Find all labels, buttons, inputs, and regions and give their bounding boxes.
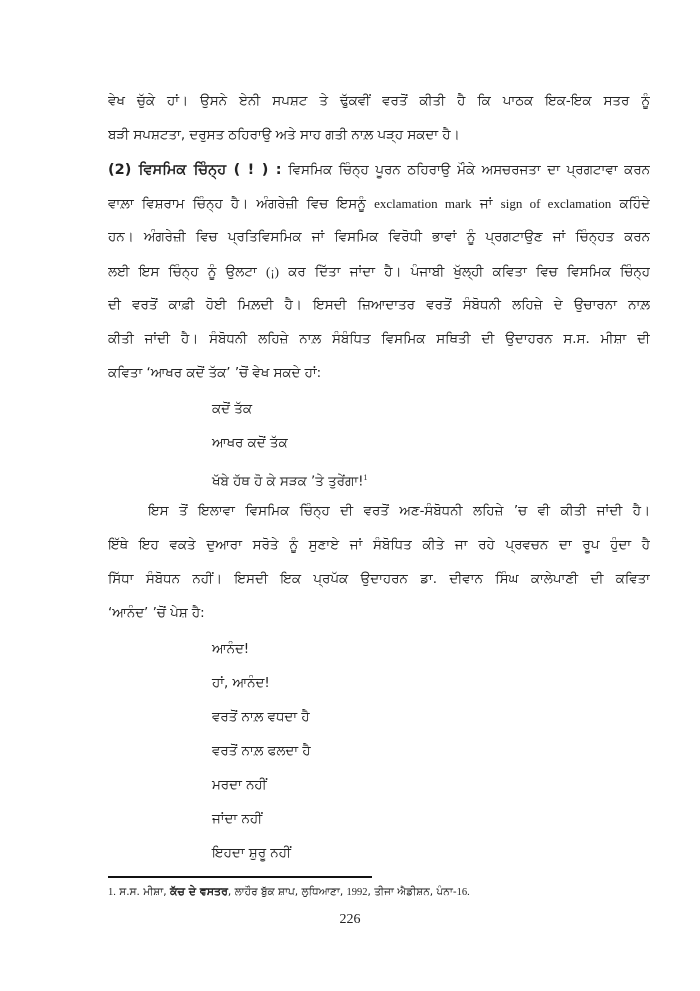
verse-2-line-1: ਆਨੰਦ!	[212, 642, 250, 657]
paragraph-2-line-1: (2) ਵਿਸਮਿਕ ਚਿੰਨ੍ਹ ( ! ) : ਵਿਸਮਿਕ ਚਿੰਨ੍ਹ ਪੂਰਨ ਠਹਿਰਾਉ ਮੌਕੇ ਅਸਚਰਜਤਾ ਦਾ ਪ੍ਰਗਟਾਵਾ ਕਰਨ	[108, 162, 650, 178]
paragraph-2-line-3: ਹਨ। ਅੰਗਰੇਜ਼ੀ ਵਿਚ ਪ੍ਰਤਿਵਿਸਮਿਕ ਜਾਂ ਵਿਸਮਿਕ ਵਿਰੋਧੀ ਭਾਵਾਂ ਨੂੰ ਪ੍ਰਗਟਾਉਣ ਜਾਂ ਚਿੰਨ੍ਹਤ ਕਰਨ	[108, 230, 650, 245]
verse-2-line-3: ਵਰਤੋਂ ਨਾਲ਼ ਵਧਦਾ ਹੈ	[212, 710, 310, 725]
verse-1-line-3: ਖੱਬੇ ਹੱਥ ਹੋ ਕੇ ਸੜਕ ’ਤੇ ਤੁਰੇਂਗਾ!$^1$	[212, 473, 368, 490]
footnote-book-title: ਕੱਚ ਦੇ ਵਸਤਰ	[169, 885, 228, 898]
paragraph-2-line-6: ਕੀਤੀ ਜਾਂਦੀ ਹੈ। ਸੰਬੋਧਨੀ ਲਹਿਜ਼ੇ ਨਾਲ਼ ਸੰਬੰਧਿਤ ਵਿਸਮਿਕ ਸਥਿਤੀ ਦੀ ਉਦਾਹਰਨ ਸ.ਸ. ਮੀਸ਼ਾ ਦੀ	[108, 332, 650, 347]
section-heading: (2) ਵਿਸਮਿਕ ਚਿੰਨ੍ਹ ( ! ) :	[108, 162, 282, 178]
footnote-reference[interactable]: 1	[363, 473, 368, 482]
paragraph-2-line-2: ਵਾਲ਼ਾ ਵਿਸ਼ਰਾਮ ਚਿੰਨ੍ਹ ਹੈ। ਅੰਗਰੇਜ਼ੀ ਵਿਚ ਇਸਨੂੰ exclamation mark ਜਾਂ sign of exclamation ਕਹਿੰਦੇ	[108, 196, 650, 212]
verse-2-line-2: ਹਾਂ, ਆਨੰਦ!	[212, 676, 270, 691]
verse-2-line-7: ਇਹਦਾ ਸ਼ੁਰੂ ਨਹੀਂ	[212, 846, 291, 861]
paragraph-1-line-1: ਵੇਖ ਚੁੱਕੇ ਹਾਂ। ਉਸਨੇ ਏਨੀ ਸਪਸ਼ਟ ਤੇ ਢੁੱਕਵੀਂ ਵਰਤੋਂ ਕੀਤੀ ਹੈ ਕਿ ਪਾਠਕ ਇਕ-ਇਕ ਸਤਰ ਨੂੰ	[108, 94, 650, 109]
verse-2-line-5: ਮਰਦਾ ਨਹੀਂ	[212, 778, 267, 793]
paragraph-1-line-2: ਬੜੀ ਸਪਸ਼ਟਤਾ, ਦਰੁਸਤ ਠਹਿਰਾਉ ਅਤੇ ਸਾਹ ਗਤੀ ਨਾਲ਼ ਪੜ੍ਹ ਸਕਦਾ ਹੈ।	[108, 128, 460, 143]
verse-1-line-1: ਕਦੋਂ ਤੱਕ	[212, 402, 252, 417]
paragraph-3-line-3: ਸਿੱਧਾ ਸੰਬੋਧਨ ਨਹੀਂ। ਇਸਦੀ ਇਕ ਪ੍ਰਪੱਕ ਉਦਾਹਰਨ ਡਾ. ਦੀਵਾਨ ਸਿੰਘ ਕਾਲੇਪਾਣੀ ਦੀ ਕਵਿਤਾ	[108, 572, 650, 587]
verse-2-line-6: ਜਾਂਦਾ ਨਹੀਂ	[212, 812, 263, 827]
paragraph-2-line-4: ਲਈ ਇਸ ਚਿੰਨ੍ਹ ਨੂੰ ਉਲਟਾ (¡) ਕਰ ਦਿੱਤਾ ਜਾਂਦਾ ਹੈ। ਪੰਜਾਬੀ ਖੁੱਲ੍ਹੀ ਕਵਿਤਾ ਵਿਚ ਵਿਸਮਿਕ ਚਿੰਨ੍ਹ	[108, 264, 650, 280]
page-number: 226	[339, 912, 361, 927]
paragraph-2-line-5: ਦੀ ਵਰਤੋਂ ਕਾਫ਼ੀ ਹੋਈ ਮਿਲ਼ਦੀ ਹੈ। ਇਸਦੀ ਜ਼ਿਆਦਾਤਰ ਵਰਤੋਂ ਸੰਬੋਧਨੀ ਲਹਿਜ਼ੇ ਦੇ ਉਚਾਰਨਾ ਨਾਲ਼	[108, 298, 650, 313]
footnote-divider	[108, 876, 372, 878]
verse-1-line-2: ਆਖਰ ਕਦੋਂ ਤੱਕ	[212, 436, 288, 451]
paragraph-3-line-4: ‘ਆਨੰਦ’ ’ਚੋਂ ਪੇਸ਼ ਹੈ:	[108, 606, 205, 621]
footnote-1: 1. ਸ.ਸ. ਮੀਸ਼ਾ, ਕੱਚ ਦੇ ਵਸਤਰ, ਲਾਹੌਰ ਬੁੱਕ ਸ਼ਾਪ, ਲੁਧਿਆਣਾ, 1992, ਤੀਜਾ ਐਡੀਸ਼ਨ, ਪੰਨਾ-16.	[108, 885, 470, 898]
paragraph-2-line-7: ਕਵਿਤਾ ‘ਆਖਰ ਕਦੋਂ ਤੱਕ’ ’ਚੋਂ ਵੇਖ ਸਕਦੇ ਹਾਂ:	[108, 366, 322, 381]
paragraph-3-line-2: ਇੱਥੇ ਇਹ ਵਕਤੇ ਦੁਆਰਾ ਸਰੋਤੇ ਨੂੰ ਸੁਣਾਏ ਜਾਂ ਸੰਬੋਧਿਤ ਕੀਤੇ ਜਾ ਰਹੇ ਪ੍ਰਵਚਨ ਦਾ ਰੂਪ ਹੁੰਦਾ ਹੈ	[108, 538, 650, 553]
paragraph-3-line-1: ਇਸ ਤੋਂ ਇਲਾਵਾ ਵਿਸਮਿਕ ਚਿੰਨ੍ਹ ਦੀ ਵਰਤੋਂ ਅਣ-ਸੰਬੋਧਨੀ ਲਹਿਜ਼ੇ ’ਚ ਵੀ ਕੀਤੀ ਜਾਂਦੀ ਹੈ।	[148, 504, 650, 519]
verse-2-line-4: ਵਰਤੋਂ ਨਾਲ਼ ਫਲਦਾ ਹੈ	[212, 744, 311, 759]
